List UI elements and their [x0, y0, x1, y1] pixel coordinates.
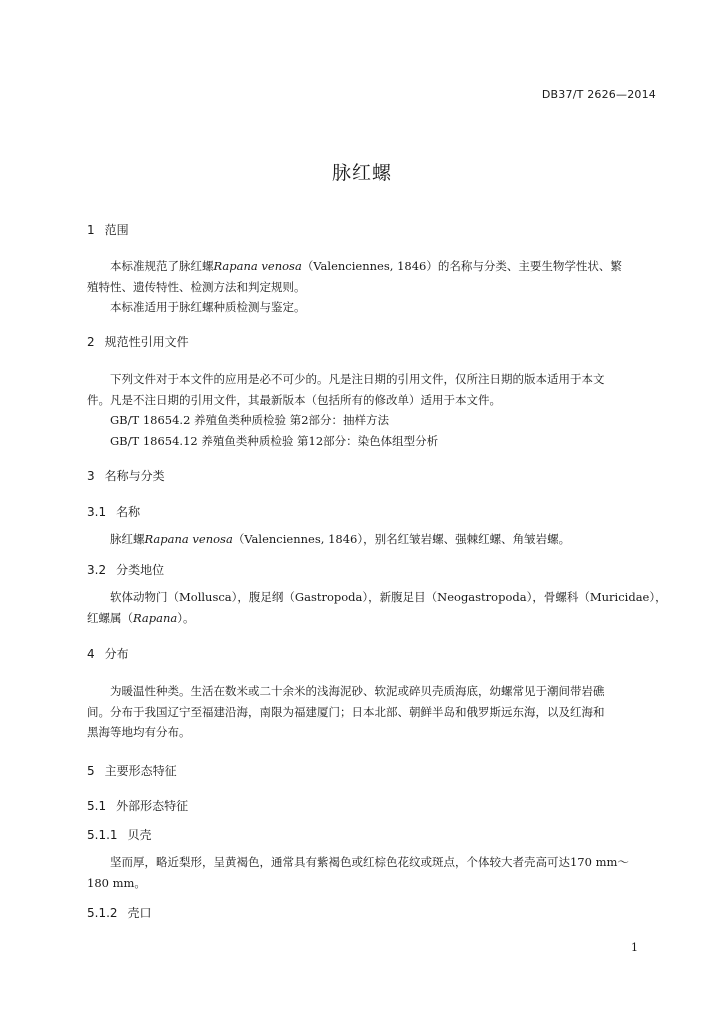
text-line: 本标准适用于脉红螺种质检测与鉴定。	[110, 300, 306, 314]
section-number: 5.1	[87, 799, 107, 813]
scope-paragraph	[87, 256, 657, 318]
text-line: 为暖温性种类。生活在数米或二十余米的浅海泥砂、软泥或碎贝壳质海底，幼螺常见于潮间带岩礁	[110, 684, 605, 698]
text-line: 180 mm。	[87, 875, 146, 890]
name-paragraph	[87, 529, 657, 550]
text-run: （Valenciennes, 1846）的名称与分类、主要生物学性状、繁	[301, 259, 622, 273]
section-title: 外部形态特征	[116, 799, 189, 813]
scientific-name: Rapana venosa	[144, 532, 233, 546]
subsection-heading-name	[87, 503, 140, 520]
text-line: 殖特性、遗传特性、检测方法和判定规则。	[87, 279, 306, 294]
reference-item: GB/T 18654.12 养殖鱼类种质检验 第12部分：染色体组型分析	[110, 433, 439, 448]
section-title: 名称与分类	[104, 469, 165, 483]
section-heading-naming-classification	[87, 467, 165, 484]
section-number: 3.1	[87, 505, 107, 519]
section-number: 5.1.1	[87, 828, 118, 842]
text-line: 下列文件对于本文件的应用是必不可少的。凡是注日期的引用文件，仅所注日期的版本适用于本文	[110, 372, 605, 386]
section-title: 分布	[104, 647, 129, 661]
section-title: 分类地位	[116, 563, 165, 577]
text-run: 脉红螺	[110, 532, 145, 546]
section-title: 主要形态特征	[104, 764, 177, 778]
section-heading-normative-references	[87, 333, 189, 350]
text-line: 黑海等地均有分布。	[87, 725, 191, 739]
standard-code: DB37/T 2626—2014	[541, 88, 656, 101]
section-number: 4	[87, 647, 95, 661]
references-paragraph	[87, 369, 657, 451]
section-title: 规范性引用文件	[104, 335, 189, 349]
section-number: 2	[87, 335, 95, 349]
section-heading-scope	[87, 221, 129, 238]
shell-paragraph	[87, 852, 657, 893]
text-run: （Valenciennes, 1846），别名红皱岩螺、强棘红螺、角皱岩螺。	[232, 532, 571, 546]
genus-name: Rapana	[133, 610, 178, 625]
text-line: 软体动物门（Mollusca），腹足纲（Gastropoda），新腹足目（Neogastropoda），骨螺科（Muricidae），	[110, 590, 667, 604]
section-number: 5.1.2	[87, 906, 118, 920]
section-number: 1	[87, 223, 95, 237]
section-title: 范围	[104, 223, 129, 237]
section-title: 壳口	[127, 906, 152, 920]
text-run: 本标准规范了脉红螺	[110, 259, 214, 273]
text-line	[87, 608, 657, 629]
text-line: 间。分布于我国辽宁至福建沿海，南限为福建厦门；日本北部、朝鲜半岛和俄罗斯远东海，以及红海和	[87, 704, 605, 719]
scientific-name: Rapana venosa	[213, 259, 302, 273]
section-number: 3.2	[87, 563, 107, 577]
text-run: ）。	[177, 610, 195, 625]
reference-item: GB/T 18654.2 养殖鱼类种质检验 第2部分：抽样方法	[110, 413, 390, 427]
page-number: 1	[631, 941, 638, 954]
section-title: 名称	[116, 505, 141, 519]
section-title: 贝壳	[127, 828, 152, 842]
section-heading-morphology	[87, 762, 177, 779]
distribution-paragraph	[87, 681, 657, 743]
text-line: 坚而厚，略近梨形，呈黄褐色，通常具有紫褐色或红棕色花纹或斑点，个体较大者壳高可达170 mm～	[110, 855, 629, 869]
document-title: 脉红螺	[331, 162, 392, 184]
section-number: 5	[87, 764, 95, 778]
section-number: 3	[87, 469, 95, 483]
taxonomy-paragraph	[87, 587, 667, 628]
subsection-heading-aperture	[87, 904, 152, 921]
text-line	[87, 256, 657, 277]
text-line	[87, 529, 657, 550]
section-heading-distribution	[87, 645, 129, 662]
text-run: 红螺属（	[87, 610, 133, 625]
subsection-heading-external-morphology	[87, 797, 188, 814]
subsection-heading-taxonomy	[87, 561, 164, 578]
text-line: 件。凡是不注日期的引用文件，其最新版本（包括所有的修改单）适用于本文件。	[87, 392, 501, 407]
subsection-heading-shell	[87, 826, 152, 843]
